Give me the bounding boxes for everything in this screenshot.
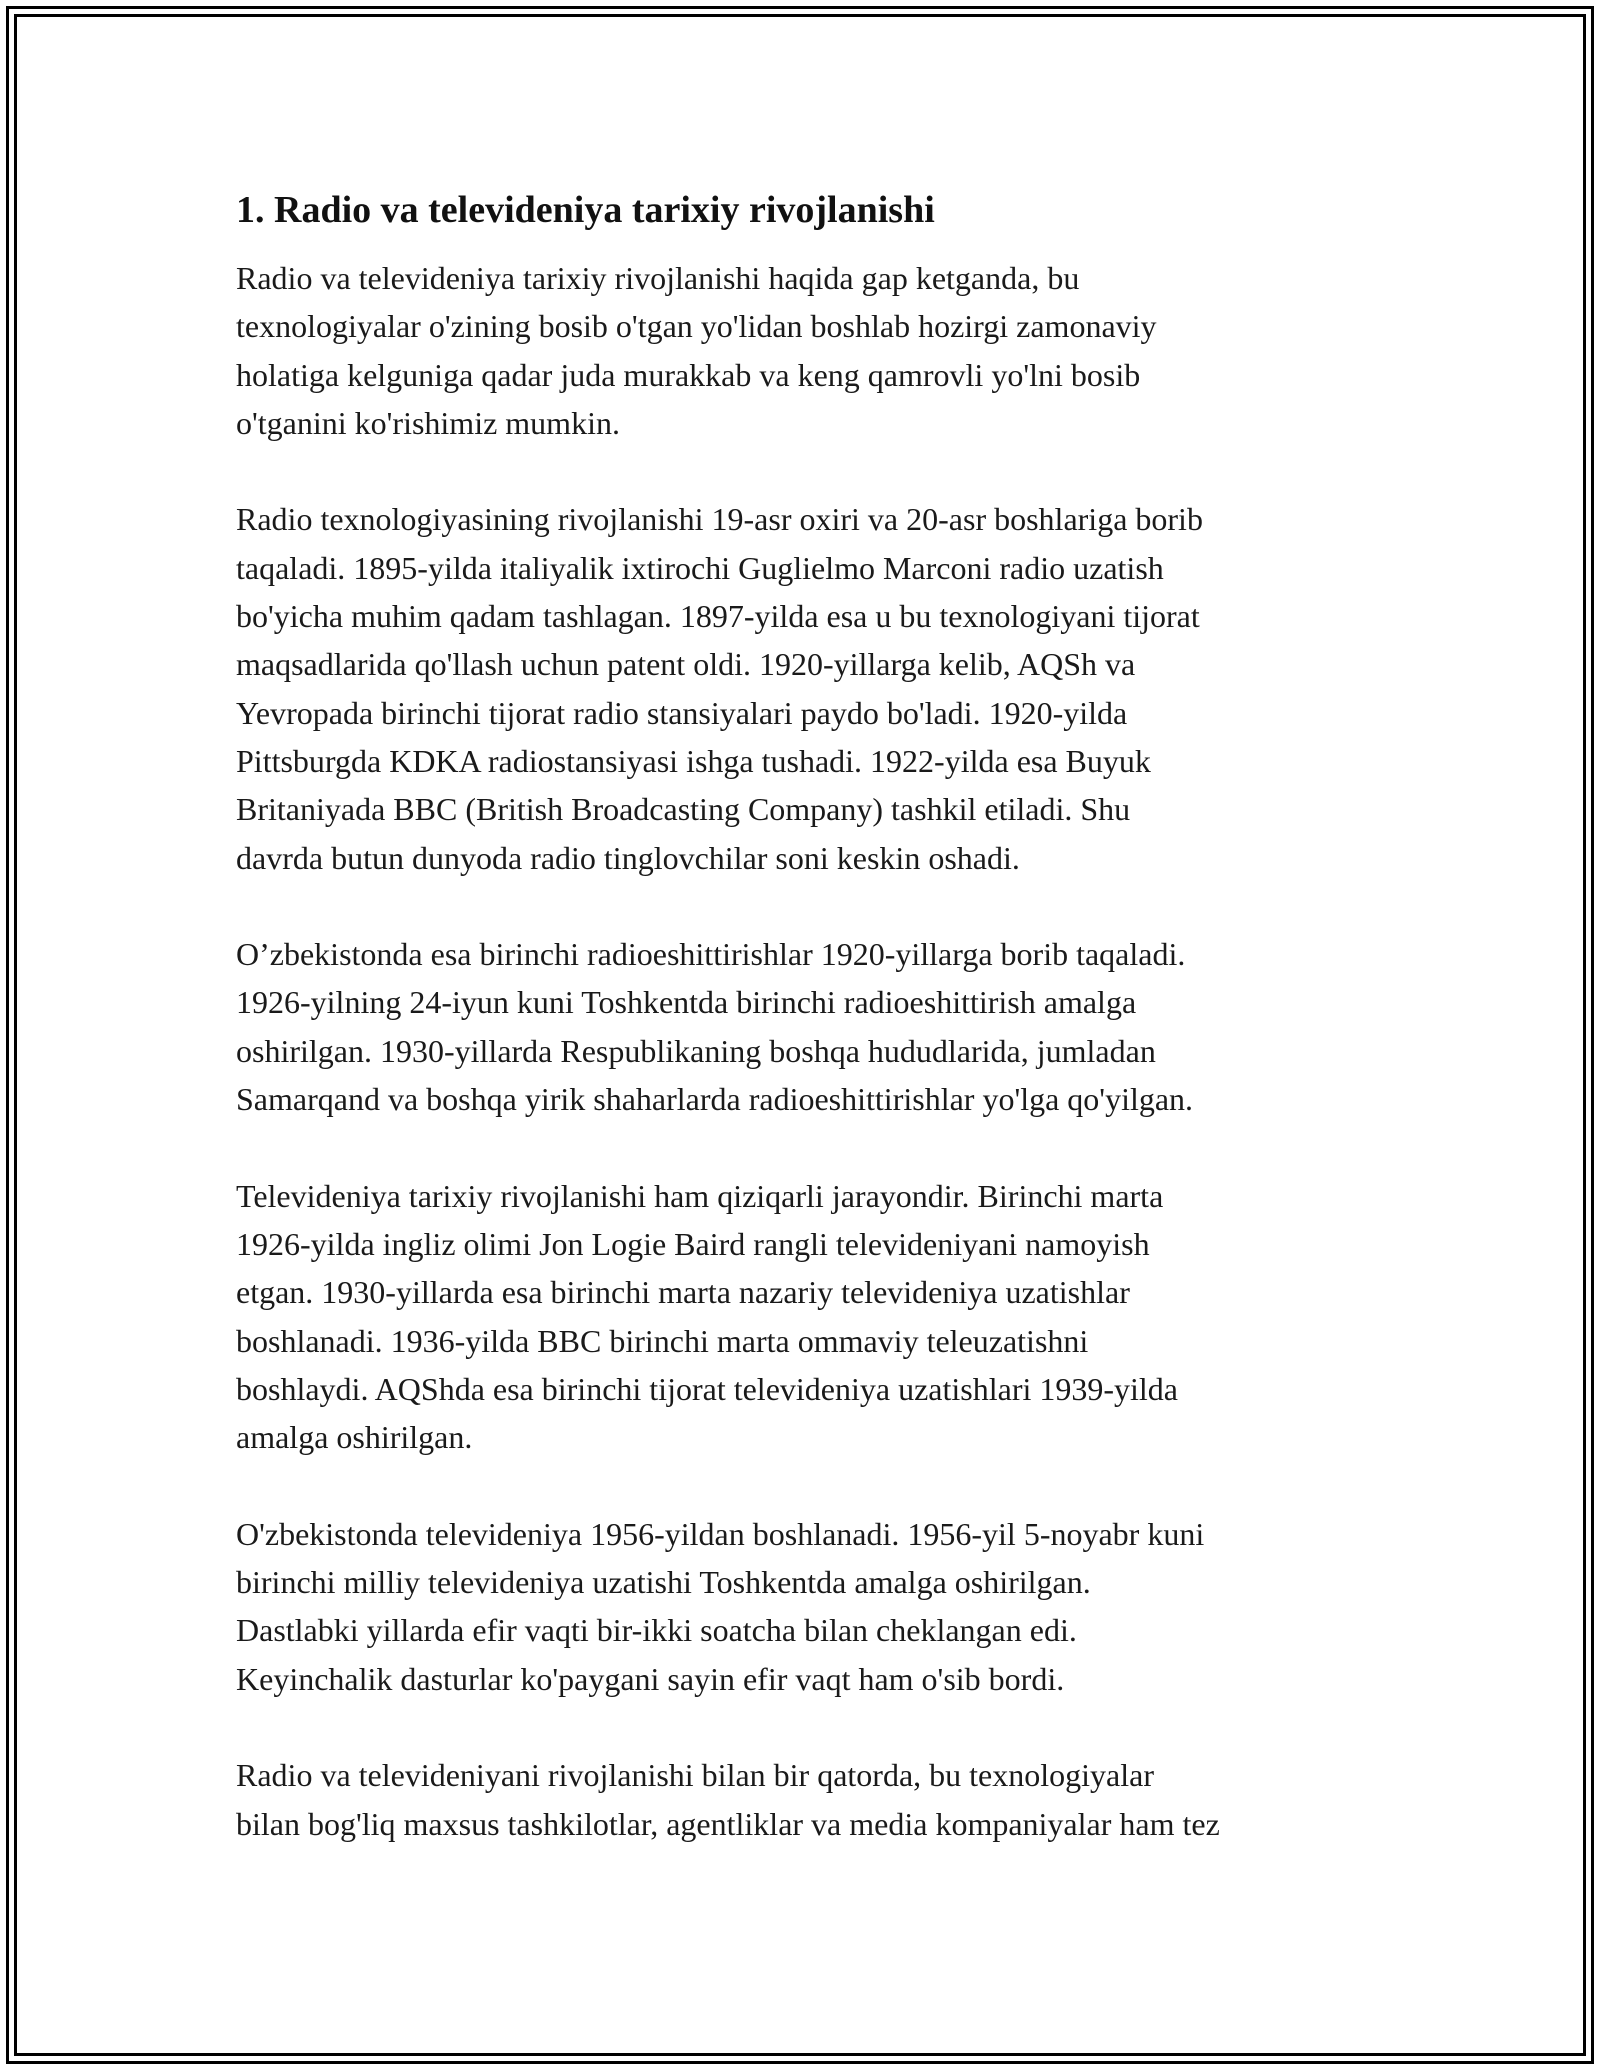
text-line: amalga oshirilgan. (236, 1419, 473, 1456)
text-line: Radio va televideniyani rivojlanishi bilan bir qatorda, bu texnologiyalar (236, 1757, 1154, 1794)
text-line: Keyinchalik dasturlar ko'paygani sayin efir vaqt ham o'sib bordi. (236, 1660, 1065, 1697)
paragraph (236, 1172, 1386, 1462)
text-line: o'tganini ko'rishimiz mumkin. (236, 404, 620, 441)
text-line: bilan bog'liq maxsus tashkilotlar, agentliklar va media kompaniyalar ham tez (236, 1805, 1220, 1842)
paragraph (236, 930, 1386, 1123)
paragraph (236, 1751, 1386, 1848)
text-line: etgan. 1930-yillarda esa birinchi marta nazariy televideniya uzatishlar (236, 1274, 1130, 1311)
text-line: O’zbekistonda esa birinchi radioeshittirishlar 1920-yillarga borib taqaladi. (236, 936, 1186, 973)
document-body (236, 186, 1386, 1896)
text-line: texnologiyalar o'zining bosib o'tgan yo'lidan boshlab hozirgi zamonaviy (236, 308, 1157, 345)
text-line: oshirilgan. 1930-yillarda Respublikaning boshqa hududlarida, jumladan (236, 1032, 1156, 1069)
text-line: holatiga kelguniga qadar juda murakkab va keng qamrovli yo'lni bosib (236, 356, 1141, 393)
text-line: maqsadlarida qo'llash uchun patent oldi. 1920-yillarga kelib, AQSh va (236, 646, 1136, 683)
text-line: Samarqand va boshqa yirik shaharlarda radioeshittirishlar yo'lga qo'yilgan. (236, 1081, 1194, 1118)
text-line: 1926-yilda ingliz olimi Jon Logie Baird rangli televideniyani namoyish (236, 1225, 1150, 1262)
text-line: O'zbekistonda televideniya 1956-yildan boshlanadi. 1956-yil 5-noyabr kuni (236, 1515, 1205, 1552)
text-line: 1926-yilning 24-iyun kuni Toshkentda birinchi radioeshittirish amalga (236, 984, 1137, 1021)
text-line: Televideniya tarixiy rivojlanishi ham qiziqarli jarayondir. Birinchi marta (236, 1177, 1164, 1214)
text-line: bo'yicha muhim qadam tashlagan. 1897-yilda esa u bu texnologiyani tijorat (236, 598, 1200, 635)
text-line: birinchi milliy televideniya uzatishi Toshkentda amalga oshirilgan. (236, 1564, 1091, 1601)
text-line: Radio texnologiyasining rivojlanishi 19-asr oxiri va 20-asr boshlariga borib (236, 501, 1203, 538)
text-line: taqaladi. 1895-yilda italiyalik ixtirochi Guglielmo Marconi radio uzatish (236, 549, 1164, 586)
text-line: Britaniyada BBC (British Broadcasting Company) tashkil etiladi. Shu (236, 791, 1131, 828)
text-line: boshlanadi. 1936-yilda BBC birinchi marta ommaviy teleuzatishni (236, 1322, 1089, 1359)
text-line: Dastlabki yillarda efir vaqti bir-ikki soatcha bilan cheklangan edi. (236, 1612, 1077, 1649)
paragraph (236, 495, 1386, 881)
text-line: boshlaydi. AQShda esa birinchi tijorat televideniya uzatishlari 1939-yilda (236, 1370, 1178, 1407)
text-line: Pittsburgda KDKA radiostansiyasi ishga tushadi. 1922-yilda esa Buyuk (236, 742, 1151, 779)
text-line: davrda butun dunyoda radio tinglovchilar soni keskin oshadi. (236, 839, 1020, 876)
section-heading: 1. Radio va televideniya tarixiy rivojlanishi (236, 189, 935, 231)
paragraphs-container (236, 254, 1386, 1848)
paragraph (236, 254, 1386, 447)
text-line: Yevropada birinchi tijorat radio stansiyalari paydo bo'ladi. 1920-yilda (236, 694, 1128, 731)
text-line: Radio va televideniya tarixiy rivojlanishi haqida gap ketganda, bu (236, 260, 1080, 296)
paragraph (236, 1510, 1386, 1703)
